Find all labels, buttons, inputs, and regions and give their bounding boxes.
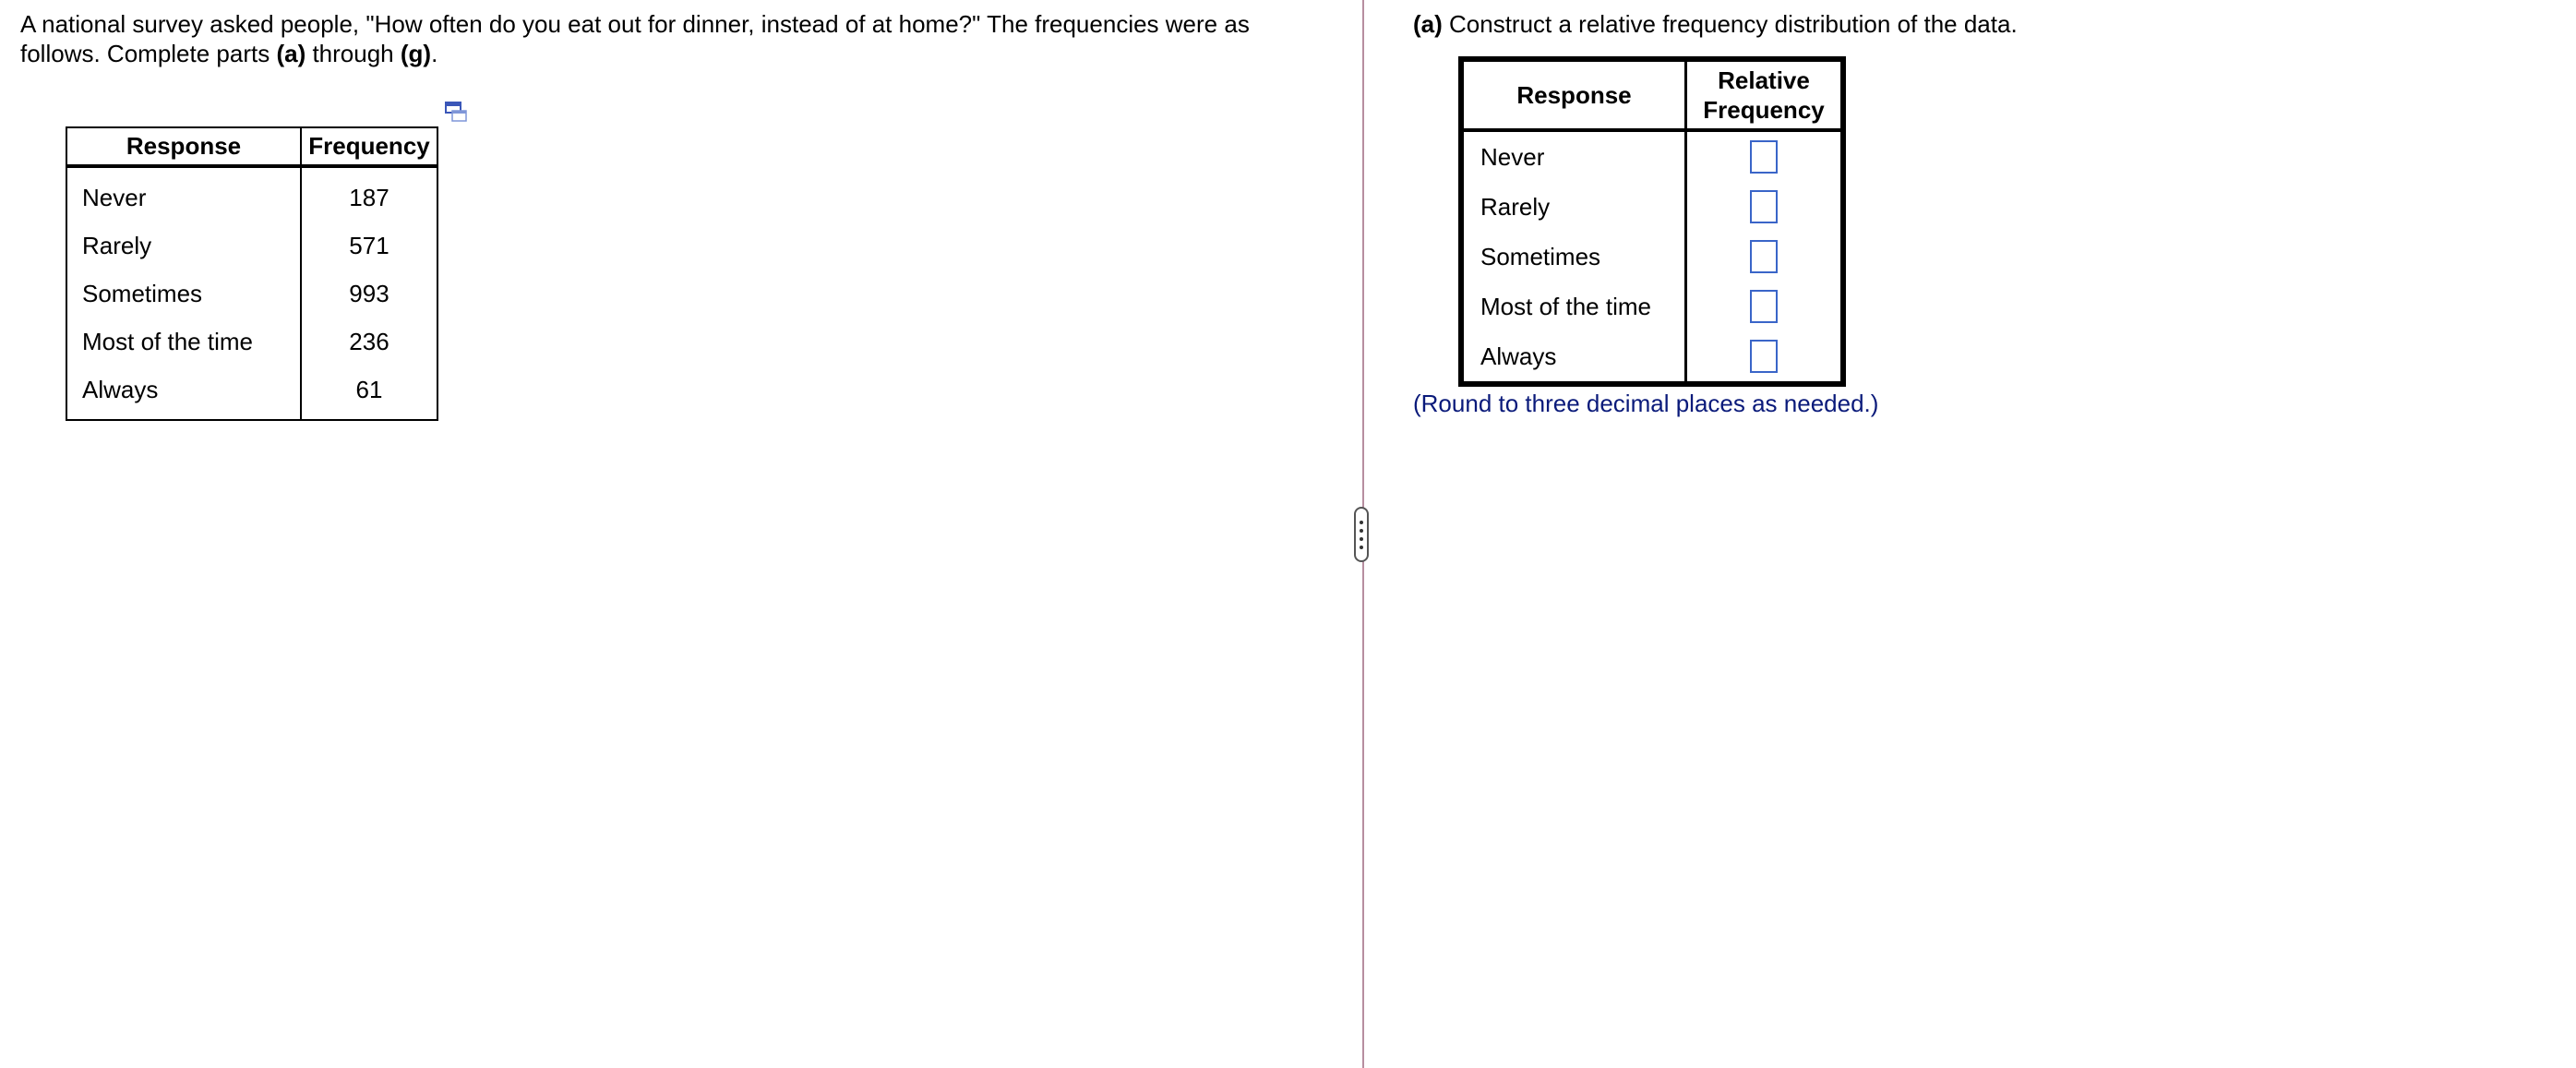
answer-input-cell (1686, 182, 1844, 232)
part-a-text: Construct a relative frequency distribution of the data. (1442, 10, 2018, 38)
rounding-note: (Round to three decimal places as needed.) (1413, 390, 1879, 417)
answer-response-cell: Most of the time (1461, 282, 1686, 331)
prompt-part-end: (g) (400, 40, 432, 67)
prompt-through: through (306, 40, 401, 67)
answer-input-cell (1686, 232, 1844, 282)
answer-header-response: Response (1461, 59, 1686, 130)
answer-response-cell: Sometimes (1461, 232, 1686, 282)
prompt-part-start: (a) (276, 40, 306, 67)
frequency-table (66, 126, 438, 421)
response-cell: Never (66, 166, 301, 222)
answer-header-relative-frequency (1686, 59, 1844, 130)
frequency-cell: 61 (301, 366, 437, 420)
relative-frequency-table (1458, 56, 1846, 387)
table-row (66, 318, 437, 366)
header-line-relative: Relative (1718, 66, 1810, 94)
header-line-frequency: Frequency (1703, 96, 1825, 124)
table-row (66, 166, 437, 222)
table-row (1461, 130, 1843, 182)
answer-response-cell: Always (1461, 331, 1686, 384)
relative-frequency-input[interactable] (1750, 140, 1778, 174)
relative-frequency-input[interactable] (1750, 340, 1778, 373)
response-cell: Rarely (66, 222, 301, 270)
relative-frequency-input[interactable] (1750, 290, 1778, 323)
relative-frequency-input[interactable] (1750, 190, 1778, 223)
answer-response-cell: Never (1461, 130, 1686, 182)
part-a-label: (a) (1413, 10, 1443, 38)
table-row (66, 222, 437, 270)
table-row (1461, 232, 1843, 282)
prompt-end: . (431, 40, 438, 67)
response-cell: Sometimes (66, 270, 301, 318)
question-prompt (20, 9, 1294, 68)
header-response: Response (66, 127, 301, 166)
table-row (1461, 331, 1843, 384)
table-row (66, 270, 437, 318)
answer-input-cell (1686, 282, 1844, 331)
prompt-intro: A national survey asked people, "How often do you eat out for dinner, instead of at home?" The frequencies were as follows. Complete parts (20, 10, 1250, 67)
part-a-instruction (1413, 9, 2018, 39)
answer-input-cell (1686, 331, 1844, 384)
response-cell: Always (66, 366, 301, 420)
right-pane (1364, 0, 2576, 1068)
relative-frequency-input[interactable] (1750, 240, 1778, 273)
table-row (1461, 182, 1843, 232)
response-cell: Most of the time (66, 318, 301, 366)
frequency-cell: 571 (301, 222, 437, 270)
frequency-cell: 993 (301, 270, 437, 318)
answer-response-cell: Rarely (1461, 182, 1686, 232)
table-row (66, 366, 437, 420)
table-row (1461, 282, 1843, 331)
copy-data-icon[interactable] (445, 102, 467, 122)
header-frequency: Frequency (301, 127, 437, 166)
frequency-cell: 236 (301, 318, 437, 366)
answer-input-cell (1686, 130, 1844, 182)
frequency-cell: 187 (301, 166, 437, 222)
